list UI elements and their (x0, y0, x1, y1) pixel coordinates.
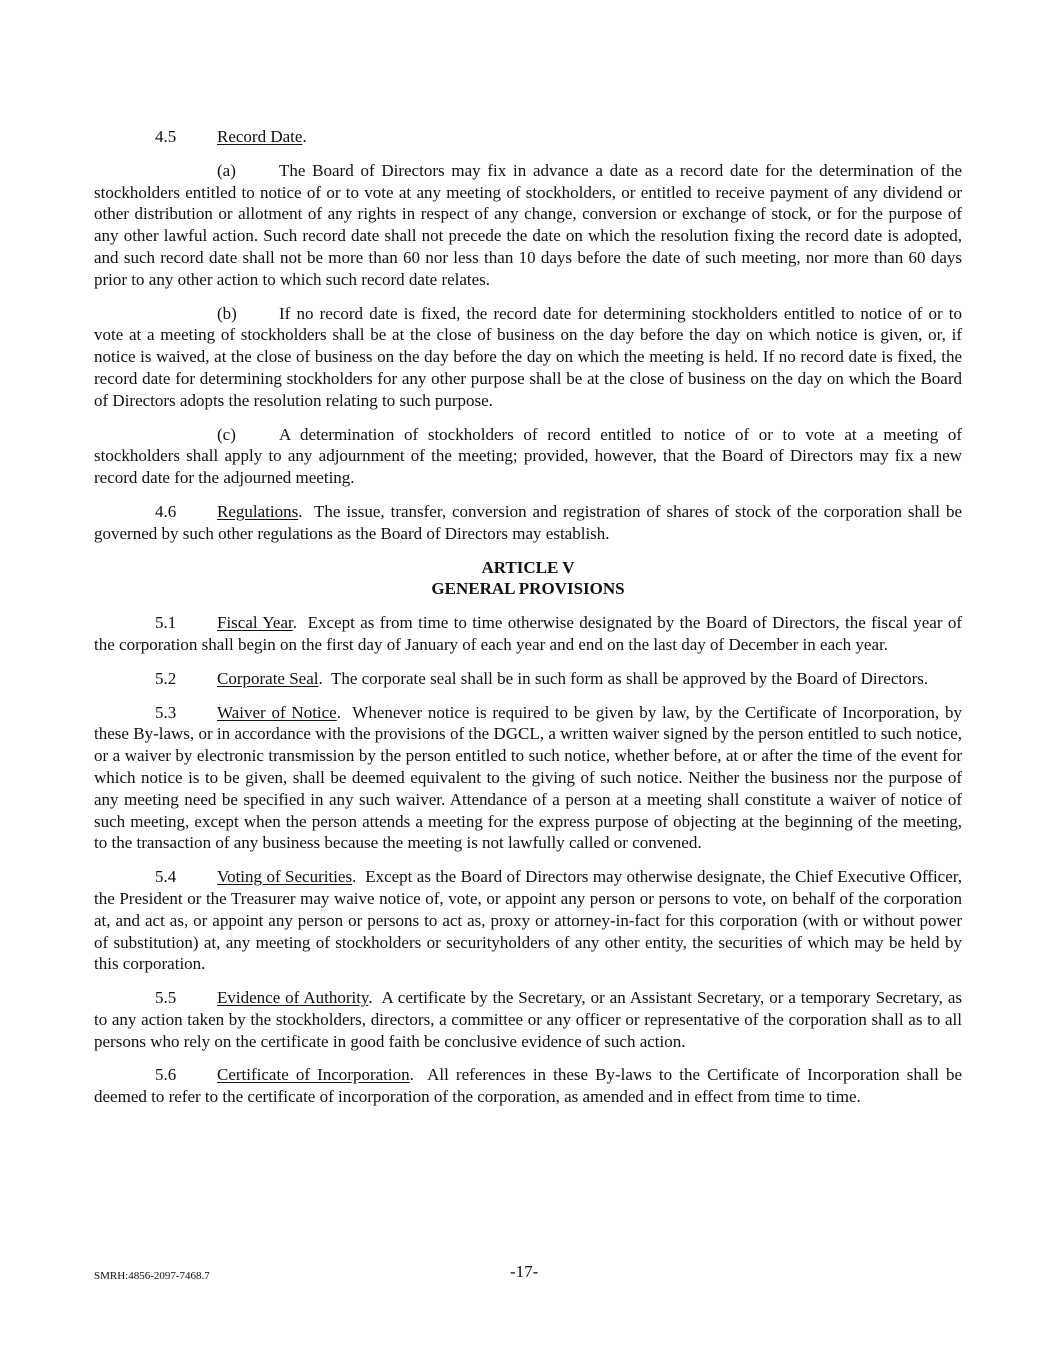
document-body (94, 126, 962, 1120)
section-text: The issue, transfer, conversion and registration of shares of stock of the corporation shall be governed by such other regulations as the Board of Directors may establish. (94, 501, 962, 543)
section-number: 4.6 (155, 501, 177, 521)
section-5-5: 5.5 Evidence of Authority. A certificate by the Secretary, or an Assistant Secretary, or a temporary Secretary, as to any action taken by the stockholders, directors, a committee or any officer or representative of the corporation shall as to all persons who rely on the certificate in good faith be conclusive evidence of such action. (94, 988, 963, 1051)
section-text: All references in these By-laws to the Certificate of Incorporation shall be deemed to refer to the certificate of incorporation of the corporation, as amended and in effect from time to time. (94, 1065, 963, 1107)
section-title: Certificate of Incorporation (217, 1065, 410, 1085)
section-number: 5.1 (155, 613, 177, 633)
section-number: 5.3 (155, 702, 177, 722)
page-number: -17- (510, 1262, 539, 1281)
section-title: Voting of Securities (217, 867, 353, 887)
section-4-5-c (94, 424, 962, 489)
section-number: 5.2 (155, 668, 177, 688)
section-number: 4.5 (155, 127, 177, 146)
section-5-1: 5.1 Fiscal Year. Except as from time to time otherwise designated by the Board of Directors, the fiscal year of the corporation shall begin on the first day of January of each year and end on the last day of December in each year. (94, 613, 963, 654)
article-heading (94, 557, 962, 601)
section-title: Record Date (217, 127, 303, 146)
clause-text: A determination of stockholders of record entitled to notice of or to vote at a meeting of stockholders shall apply to any adjournment of the meeting; provided, however, that the Board of Directors may fix a new record date for the adjourned meeting. (94, 424, 962, 488)
section-4-5-b (94, 303, 962, 412)
section-text: Except as from time to time otherwise designated by the Board of Directors, the fiscal year of the corporation shall begin on the first day of January of each year and end on the last day of December in each year. (94, 613, 963, 654)
section-number: 5.4 (155, 867, 177, 887)
section-5-4: 5.4 Voting of Securities. Except as the Board of Directors may otherwise designate, the Chief Executive Officer, the President or the Treasurer may waive notice of, vote, or appoint any person or persons to vote, on behalf of the corporation at, and act as, or appoint any person or persons to act as, proxy or attorney-in-fact for this corporation (with or without power of substitution) at, any meeting of stockholders or securityholders of any other entity, the securities of which may be held by this corporation. (94, 867, 963, 974)
section-title: Corporate Seal (217, 668, 319, 688)
document-id: SMRH:4856-2097-7468.7 (94, 1270, 210, 1282)
section-5-6: 5.6 Certificate of Incorporation. All references in these By-laws to the Certificate of Incorporation shall be deemed to refer to the certificate of incorporation of the corporation, as amended and in effect from time to time. (94, 1065, 963, 1107)
section-number: 5.5 (155, 988, 177, 1008)
clause-label: (a) (217, 160, 236, 180)
section-text: Except as the Board of Directors may otherwise designate, the Chief Executive Officer, the President or the Treasurer may waive notice of, vote, or appoint any person or persons to vote, on behalf of the corporation at, and act as, or appoint any person or persons to act as, proxy or attorney-in-fact for this corporation (with or without power of substitution) at, any meeting of stockholders or securityholders of any other entity, the securities of which may be held by this corporation. (94, 867, 963, 974)
section-title: Regulations (217, 501, 299, 521)
section-text: The corporate seal shall be in such form as shall be approved by the Board of Directors. (330, 668, 929, 688)
section-number: 5.6 (155, 1065, 177, 1085)
article-title: GENERAL PROVISIONS (431, 579, 625, 599)
section-4-6: 4.6 Regulations. The issue, transfer, conversion and registration of shares of stock of the corporation shall be governed by such other regulations as the Board of Directors may establish. (94, 501, 962, 543)
section-title: Evidence of Authority (217, 988, 369, 1008)
clause-text: If no record date is fixed, the record date for determining stockholders entitled to notice of or to vote at a meeting of stockholders shall be at the close of business on the day before the day on which notice is given, or, if notice is waived, at the close of business on the day before the day on which the meeting is held. If no record date is fixed, the record date for determining stockholders for any other purpose shall be at the close of business on the day on which the Board of Directors adopts the resolution relating to such purpose. (94, 303, 962, 410)
section-5-2: 5.2 Corporate Seal. The corporate seal shall be in such form as shall be approved by the Board of Directors. (94, 668, 962, 690)
section-text: A certificate by the Secretary, or an Assistant Secretary, or a temporary Secretary, as to any action taken by the stockholders, directors, a committee or any officer or representative of the corporation shall as to all persons who rely on the certificate in good faith be conclusive evidence of such action. (94, 988, 963, 1051)
clause-label: (c) (217, 424, 236, 444)
clause-text: The Board of Directors may fix in advance a date as a record date for the determination of the stockholders entitled to notice of or to vote at any meeting of stockholders, or entitled to receive payment of any dividend or other distribution or allotment of any rights in respect of any change, conversion or exchange of stock, or for the purpose of any other lawful action. Such record date shall not precede the date on which the resolution fixing the record date is adopted, and such record date shall not be more than 60 nor less than 10 days before the date of such meeting, nor more than 60 days prior to any other action to which such record date relates. (94, 160, 962, 289)
section-5-3: 5.3 Waiver of Notice. Whenever notice is required to be given by law, by the Certificate of Incorporation, by these By-laws, or in accordance with the provisions of the DGCL, a written waiver signed by the person entitled to such notice, or a waiver by electronic transmission by the person entitled to such notice, whether before, at or after the time of the event for which notice is to be given, shall be deemed equivalent to the giving of such notice. Neither the business nor the purpose of any meeting need be specified in any such waiver. Attendance of a person at a meeting shall constitute a waiver of notice of such meeting, except when the person attends a meeting for the express purpose of objecting at the beginning of the meeting, to the transaction of any business because the meeting is not lawfully called or convened. (94, 702, 962, 853)
clause-label: (b) (217, 303, 237, 323)
section-title: Fiscal Year (217, 613, 293, 633)
section-4-5-heading: 4.5 Record Date. (94, 126, 962, 148)
article-number: ARTICLE V (481, 557, 575, 577)
section-title: Waiver of Notice (217, 702, 337, 722)
section-4-5-a (94, 160, 962, 291)
section-text: Whenever notice is required to be given by law, by the Certificate of Incorporation, by these By-laws, or in accordance with the provisions of the DGCL, a written waiver signed by the person entitled to such notice, or a waiver by electronic transmission by the person entitled to such notice, whether before, at or after the time of the event for which notice is to be given, shall be deemed equivalent to the giving of such notice. Neither the business nor the purpose of any meeting need be specified in any such waiver. Attendance of a person at a meeting shall constitute a waiver of notice of such meeting, except when the person attends a meeting for the express purpose of objecting at the beginning of the meeting, to the transaction of any business because the meeting is not lawfully called or convened. (94, 702, 962, 853)
